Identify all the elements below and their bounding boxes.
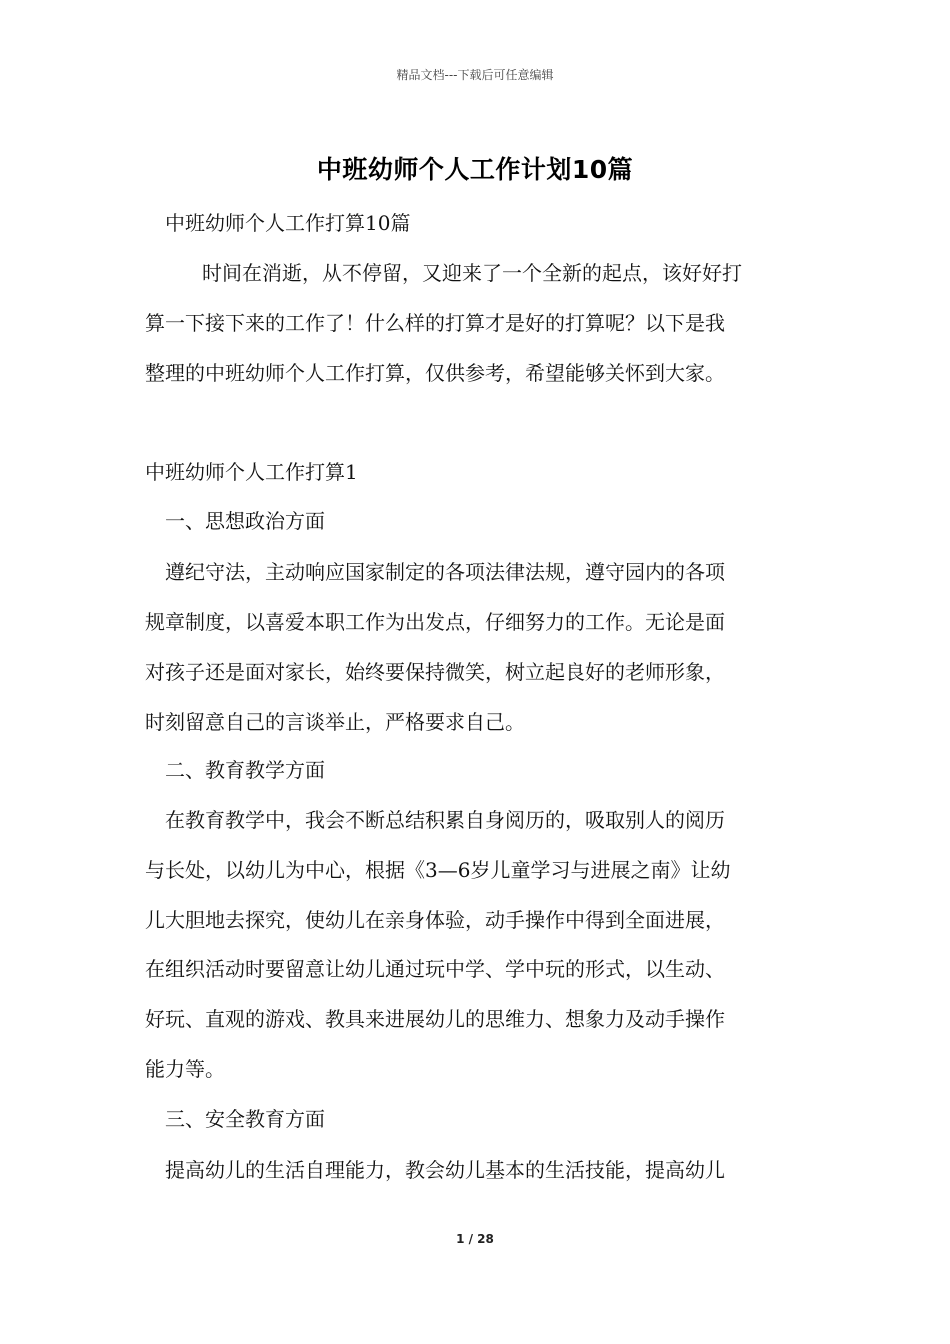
paragraph-line: 对孩子还是面对家长，始终要保持微笑，树立起良好的老师形象，	[145, 660, 725, 684]
paragraph-line: 在组织活动时要留意让幼儿通过玩中学、学中玩的形式，以生动、	[145, 957, 725, 982]
item-heading-safety: 三、安全教育方面	[165, 1107, 325, 1131]
intro-line: 时间在消逝，从不停留，又迎来了一个全新的起点，该好好打	[202, 261, 742, 285]
intro-line: 整理的中班幼师个人工作打算，仅供参考，希望能够关怀到大家。	[145, 361, 725, 385]
document-title: 中班幼师个人工作计划10篇	[316, 155, 634, 184]
paragraph-line: 与长处，以幼儿为中心，根据《3—6岁儿童学习与进展之南》让幼	[145, 857, 731, 882]
item-heading-teaching: 二、教育教学方面	[165, 758, 325, 782]
paragraph-line: 规章制度，以喜爱本职工作为出发点，仔细努力的工作。无论是面	[145, 610, 725, 634]
item-heading-politics: 一、思想政治方面	[165, 509, 325, 533]
intro-paragraph	[145, 248, 810, 398]
paragraph-line: 在教育教学中，我会不断总结积累自身阅历的，吸取别人的阅历	[165, 808, 725, 832]
paragraph-line: 遵纪守法，主动响应国家制定的各项法律法规，遵守园内的各项	[165, 560, 725, 584]
item-paragraph-teaching	[145, 796, 810, 1095]
paragraph-line: 时刻留意自己的言谈举止，严格要求自己。	[145, 710, 525, 734]
paragraph-line: 好玩、直观的游戏、教具来进展幼儿的思维力、想象力及动手操作	[145, 1007, 725, 1032]
document-subtitle: 中班幼师个人工作打算10篇	[165, 211, 411, 235]
item-paragraph-safety	[145, 1145, 810, 1195]
item-paragraph-politics	[145, 547, 810, 747]
section-title: 中班幼师个人工作打算1	[145, 460, 358, 484]
paragraph-line: 提高幼儿的生活自理能力，教会幼儿基本的生活技能，提高幼儿	[165, 1158, 725, 1182]
intro-line: 算一下接下来的工作了！什么样的打算才是好的打算呢？以下是我	[145, 311, 725, 335]
page-header: 精品文档---下载后可任意编辑	[396, 68, 554, 82]
paragraph-line: 能力等。	[145, 1056, 225, 1081]
page-number: 1 / 28	[456, 1232, 494, 1246]
paragraph-line: 儿大胆地去探究，使幼儿在亲身体验，动手操作中得到全面进展，	[145, 907, 725, 932]
